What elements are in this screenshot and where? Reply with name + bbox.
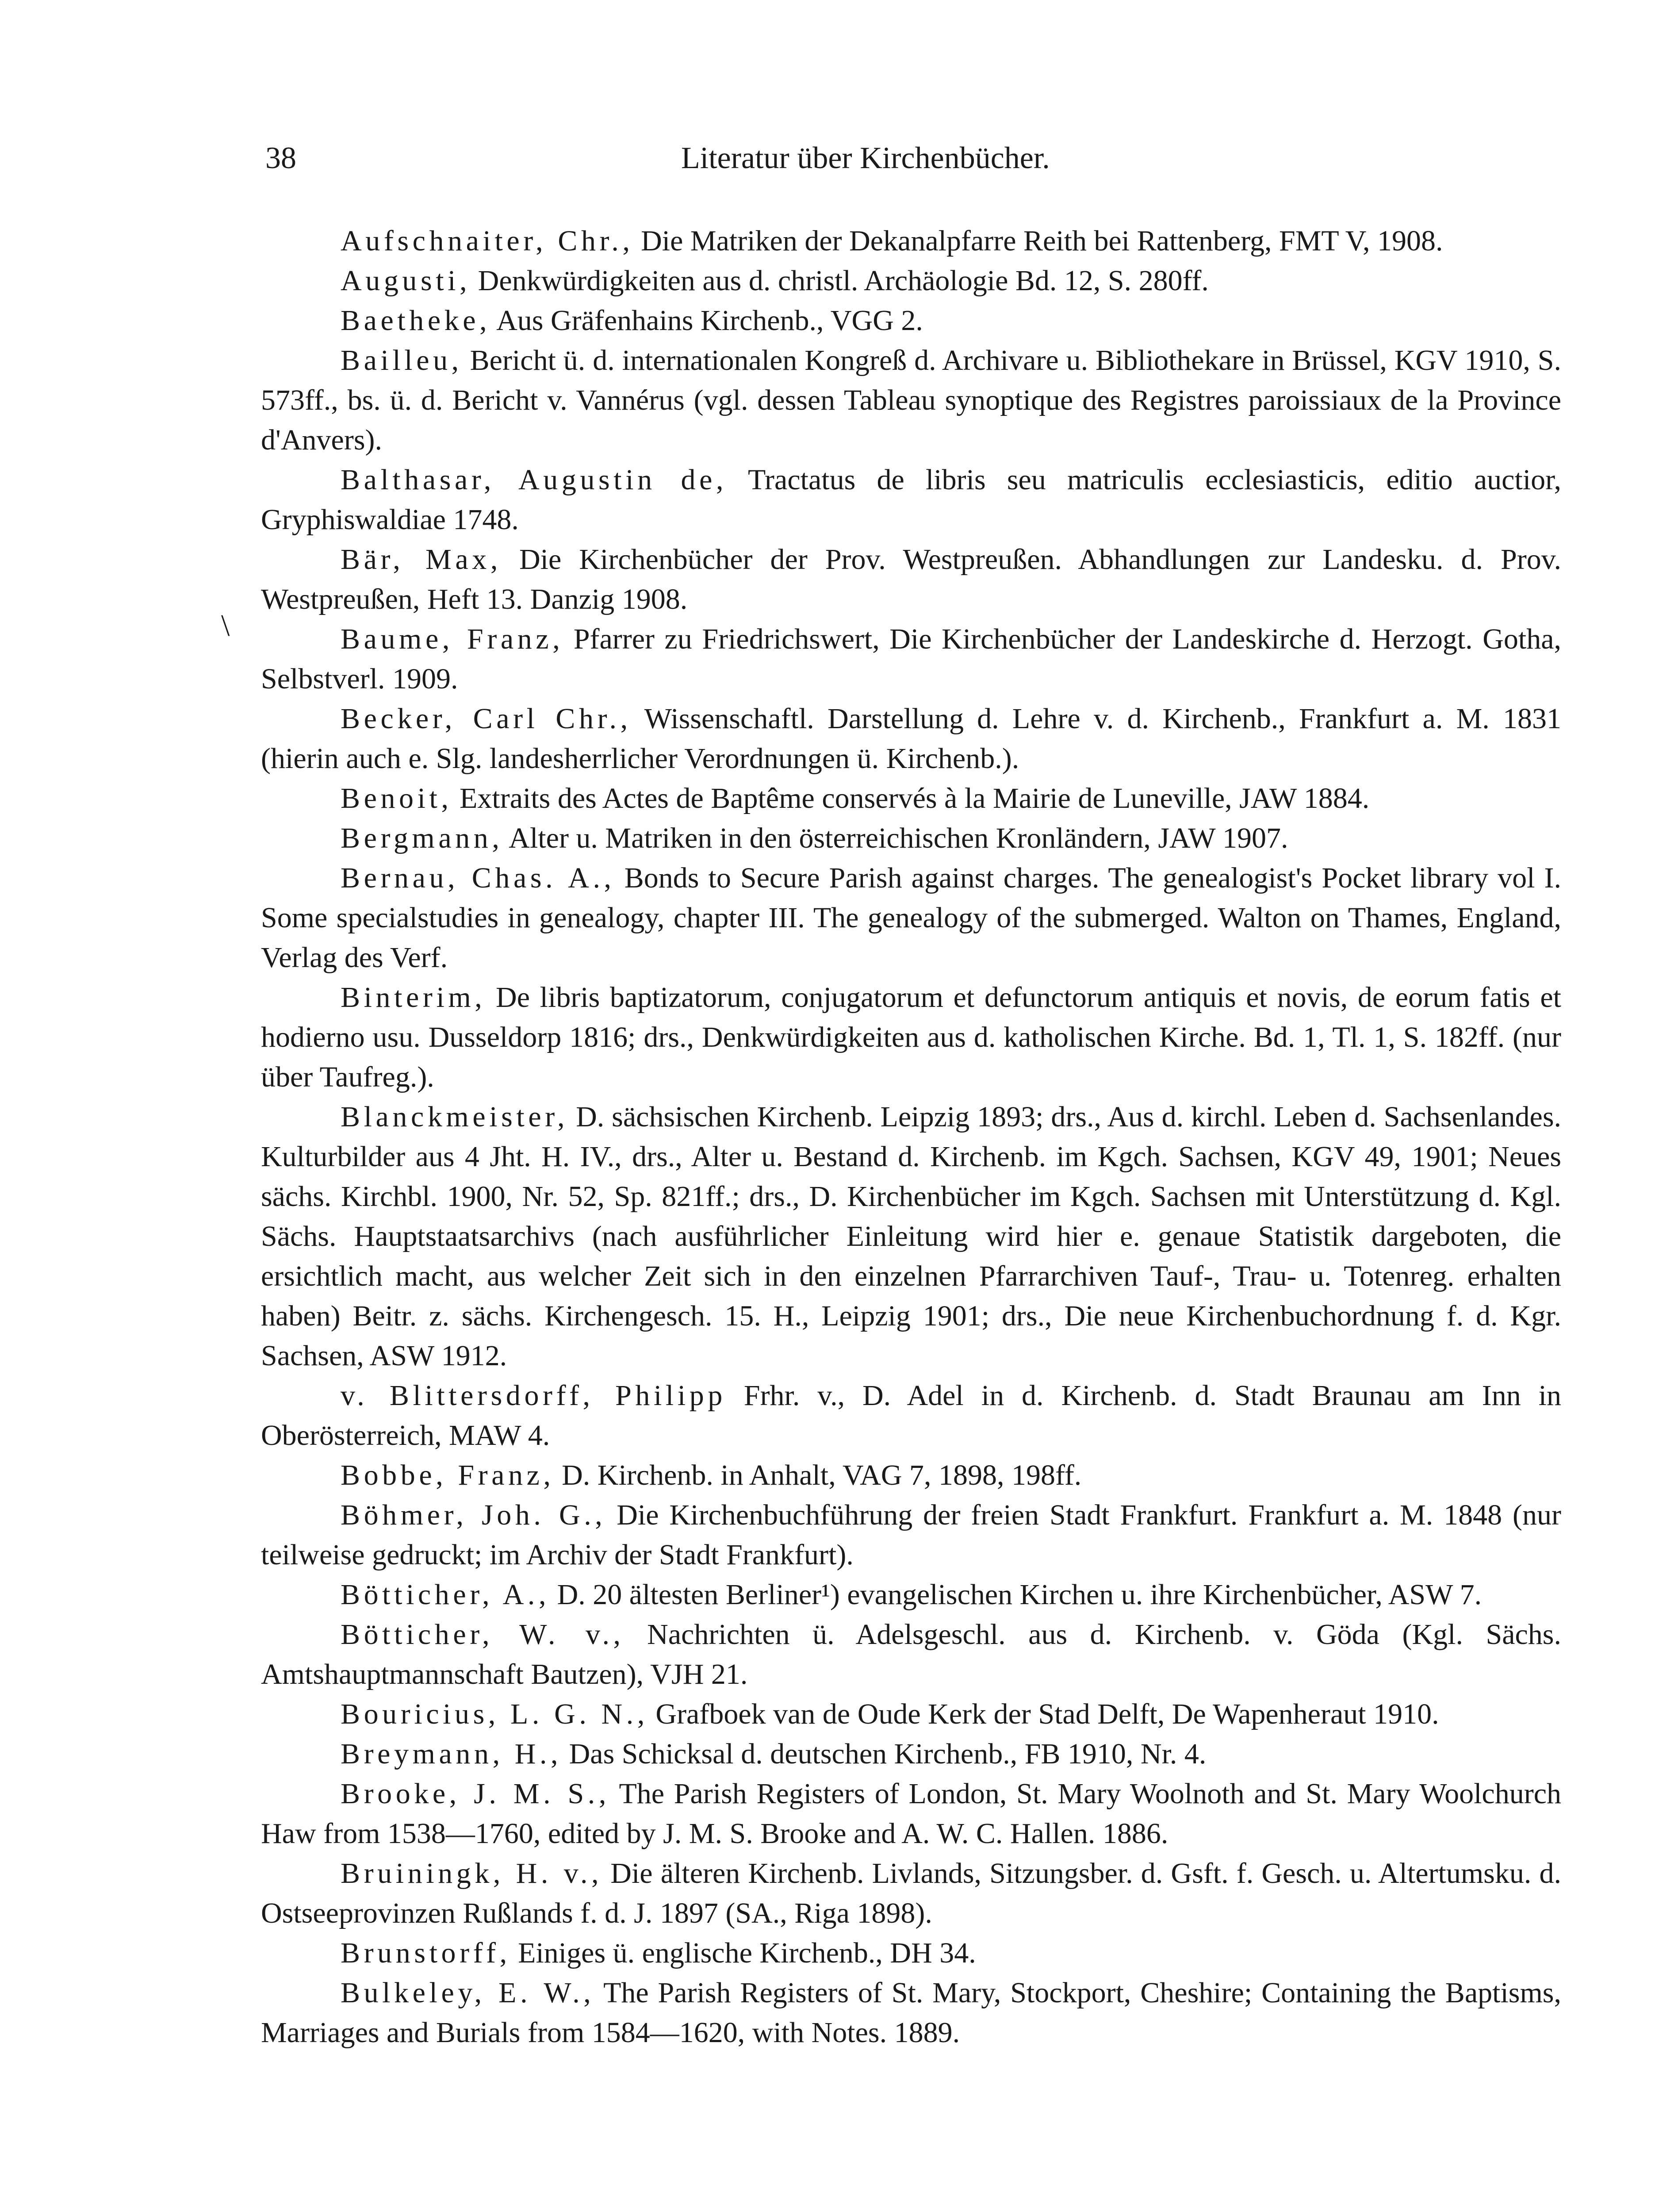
list-item: Breymann, H., Das Schicksal d. deutschen Kirchenb., FB 1910, Nr. 4. — [341, 1738, 1207, 1770]
margin-annotation: \ — [221, 609, 230, 643]
list-item: v. Blittersdorff, Philipp Frhr. v., D. Adel in d. Kirchenb. d. Stadt Braunau am Inn in Oberösterreich, MAW 4. — [261, 1379, 1562, 1452]
list-item: Bergmann, Alter u. Matriken in den österreichischen Kronländern, JAW 1907. — [341, 822, 1288, 854]
list-item: Bobbe, Franz, D. Kirchenb. in Anhalt, VAG 7, 1898, 198ff. — [341, 1459, 1082, 1491]
list-item: Bailleu, Bericht ü. d. internationalen Kongreß d. Archivare u. Bibliothekare in Brüssel, KGV 1910, S. 573ff., bs. ü. d. Bericht v. Vannérus (vgl. dessen Tableau synoptique des Registres paroissiaux de la Province d'Anvers). — [261, 344, 1561, 456]
list-item: Blanckmeister, D. sächsischen Kirchenb. Leipzig 1893; drs., Aus d. kirchl. Leben d. Sachsenlandes. Kulturbilder aus 4 Jht. H. IV., drs., Alter u. Bestand d. Kirchenb. im Kgch. Sachsen, KGV 49, 1901; Neues sächs. Kirchbl. 1900, Nr. 52, Sp. 821ff.; drs., D. Kirchenbücher im Kgch. Sachsen mit Unterstützung d. Kgl. Sächs. Hauptstaatsarchivs (nach ausführlicher Einleitung wird hier e. genaue Statistik dargeboten, die ersichtlich macht, aus welcher Zeit sich in den einzelnen Pfarrarchiven Tauf-, Trau- u. Totenreg. erhalten haben) Beitr. z. sächs. Kirchengesch. 15. H., Leipzig 1901; drs., Die neue Kirchenbuchordnung f. d. Kgr. Sachsen, ASW 1912. — [261, 1101, 1561, 1372]
list-item: Augusti, Denkwürdigkeiten aus d. christl. Archäologie Bd. 12, S. 280ff. — [341, 265, 1209, 297]
list-item: Baetheke, Aus Gräfenhains Kirchenb., VGG 2. — [341, 304, 923, 337]
list-item: Bouricius, L. G. N., Grafboek van de Oude Kerk der Stad Delft, De Wapenheraut 1910. — [341, 1698, 1439, 1730]
running-title: Literatur über Kirchenbücher. — [681, 141, 1050, 175]
list-item: Becker, Carl Chr., Wissenschaftl. Darstellung d. Lehre v. d. Kirchenb., Frankfurt a. M. 1831 (hierin auch e. Slg. landesherrlicher Verordnungen ü. Kirchenb.). — [261, 703, 1561, 775]
page-number: 38 — [265, 141, 296, 175]
list-item: Bär, Max, Die Kirchenbücher der Prov. Westpreußen. Abhandlungen zur Landesku. d. Prov. Westpreußen, Heft 13. Danzig 1908. — [261, 543, 1561, 615]
list-item: Benoit, Extraits des Actes de Baptême conservés à la Mairie de Luneville, JAW 1884. — [341, 782, 1370, 814]
list-item: Baume, Franz, Pfarrer zu Friedrichswert, Die Kirchenbücher der Landeskirche d. Herzogt. Gotha, Selbstverl. 1909. — [261, 623, 1562, 695]
list-item: Bötticher, W. v., Nachrichten ü. Adelsgeschl. aus d. Kirchenb. v. Göda (Kgl. Sächs. Amtshauptmannschaft Bautzen), VJH 21. — [261, 1618, 1561, 1690]
list-item: Bötticher, A., D. 20 ältesten Berliner¹) evangelischen Kirchen u. ihre Kirchenbücher, ASW 7. — [341, 1578, 1482, 1611]
list-item: Brunstorff, Einiges ü. englische Kirchenb., DH 34. — [341, 1937, 976, 1969]
list-item: Böhmer, Joh. G., Die Kirchenbuchführung der freien Stadt Frankfurt. Frankfurt a. M. 1848 (nur teilweise gedruckt; im Archiv der Stadt Frankfurt). — [261, 1499, 1562, 1571]
list-item: Binterim, De libris baptizatorum, conjugatorum et defunctorum antiquis et novis, de eorum fatis et hodierno usu. Dusseldorp 1816; drs., Denkwürdigkeiten aus d. katholischen Kirche. Bd. 1, Tl. 1, S. 182ff. (nur über Taufreg.). — [261, 981, 1561, 1093]
page-header — [265, 141, 1548, 189]
list-item: Bulkeley, E. W., The Parish Registers of St. Mary, Stockport, Cheshire; Containing the Baptisms, Marriages and Burials from 1584—1620, with Notes. 1889. — [261, 1977, 1561, 2049]
list-item: Bruiningk, H. v., Die älteren Kirchenb. Livlands, Sitzungsber. d. Gsft. f. Gesch. u. Altertumsku. d. Ostseeprovinzen Rußlands f. d. J. 1897 (SA., Riga 1898). — [261, 1857, 1561, 1929]
list-item: Balthasar, Augustin de, Tractatus de libris seu matriculis ecclesiasticis, editio auctior, Gryphiswaldiae 1748. — [261, 464, 1561, 536]
list-item: Aufschnaiter, Chr., Die Matriken der Dekanalpfarre Reith bei Rattenberg, FMT V, 1908. — [341, 225, 1443, 257]
bibliography-list — [261, 221, 1561, 2053]
list-item: Brooke, J. M. S., The Parish Registers of London, St. Mary Woolnoth and St. Mary Woolchurch Haw from 1538—1760, edited by J. M. S. Brooke and A. W. C. Hallen. 1886. — [261, 1778, 1561, 1850]
list-item: Bernau, Chas. A., Bonds to Secure Parish against charges. The genealogist's Pocket library vol I. Some specialstudies in genealogy, chapter III. The genealogy of the submerged. Walton on Thames, England, Verlag des Verf. — [261, 862, 1561, 974]
